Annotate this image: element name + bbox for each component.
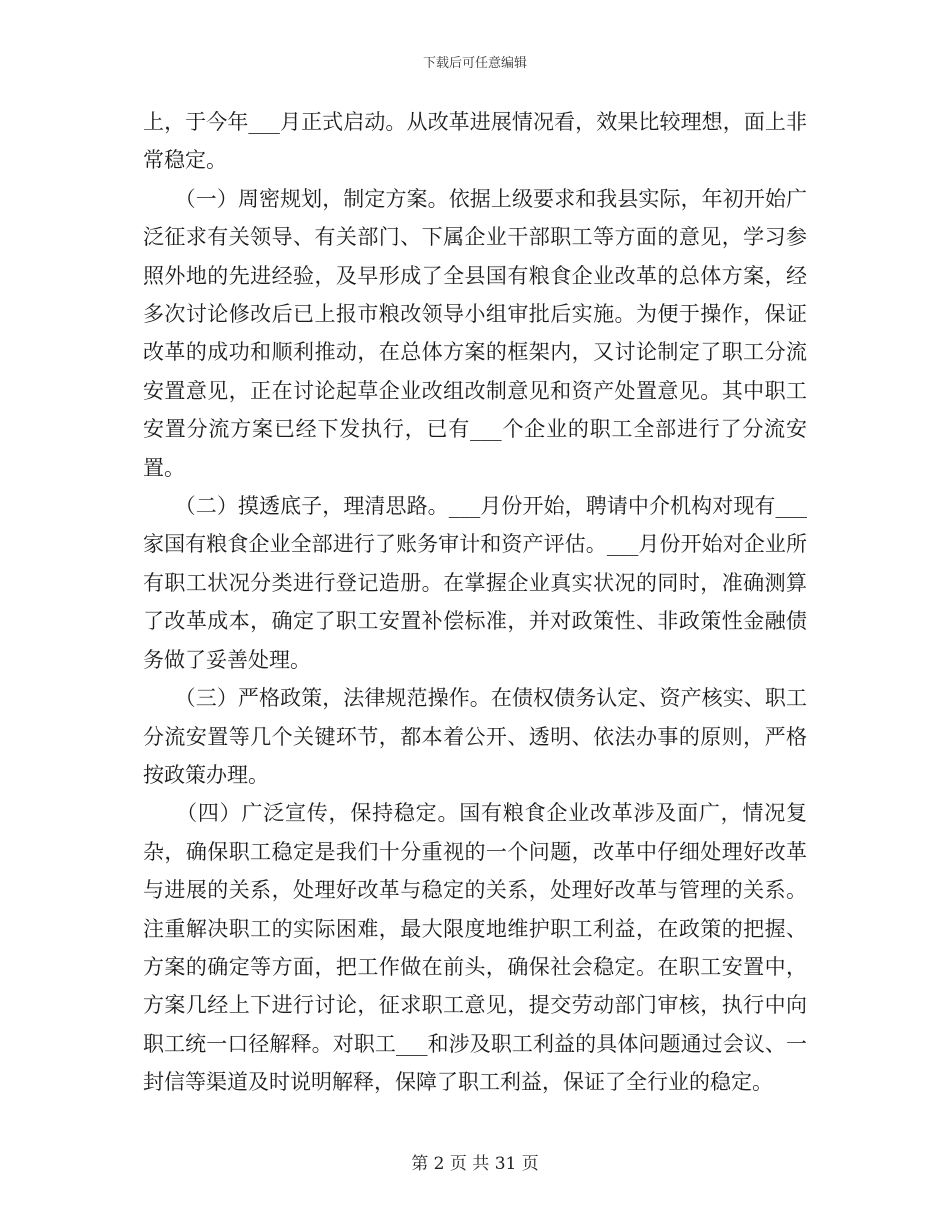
paragraph-section-1: （一）周密规划，制定方案。依据上级要求和我县实际，年初开始广泛征求有关领导、有关部门、下属企业干部职工等方面的意见，学习参照外地的先进经验，及早形成了全县国有粮食企业改革的总体方案，经多次讨论修改后已上报市粮改领导小组审批后实施。为便于操作，保证改革的成功和顺利推动，在总体方案的框架内，又讨论制定了职工分流安置意见，正在讨论起草企业改组改制意见和资产处置意见。其中职工安置分流方案已经下发执行，已有___个企业的职工全部进行了分流安置。 xyxy=(143,186,807,480)
paragraph-section-3: （三）严格政策，法律规范操作。在债权债务认定、资产核实、职工分流安置等几个关键环节，都本着公开、透明、依法办事的原则，严格按政策办理。 xyxy=(143,686,807,787)
paragraph-intro: 上，于今年___月正式启动。从改革进展情况看，效果比较理想，面上非常稳定。 xyxy=(143,110,807,173)
paragraph-section-2: （二）摸透底子，理清思路。___月份开始，聘请中介机构对现有___家国有粮食企业全部进行了账务审计和资产评估。___月份开始对企业所有职工状况分类进行登记造册。在掌握企业真实状况的同时，准确测算了改革成本，确定了职工安置补偿标准，并对政策性、非政策性金融债务做了妥善处理。 xyxy=(143,494,807,672)
page-header: 下载后可任意编辑 xyxy=(422,56,527,71)
page-number-footer: 第 2 页 共 31 页 xyxy=(411,1154,539,1174)
document-body xyxy=(143,103,807,1102)
paragraph-section-4: （四）广泛宣传，保持稳定。国有粮食企业改革涉及面广，情况复杂，确保职工稳定是我们十分重视的一个问题，改革中仔细处理好改革与进展的关系，处理好改革与稳定的关系，处理好改革与管理的关系。注重解决职工的实际困难，最大限度地维护职工利益，在政策的把握、方案的确定等方面，把工作做在前头，确保社会稳定。在职工安置中，方案几经上下进行讨论，征求职工意见，提交劳动部门审核，执行中向职工统一口径解释。对职工___和涉及职工利益的具体问题通过会议、一封信等渠道及时说明解释，保障了职工利益，保证了全行业的稳定。 xyxy=(143,801,807,1095)
